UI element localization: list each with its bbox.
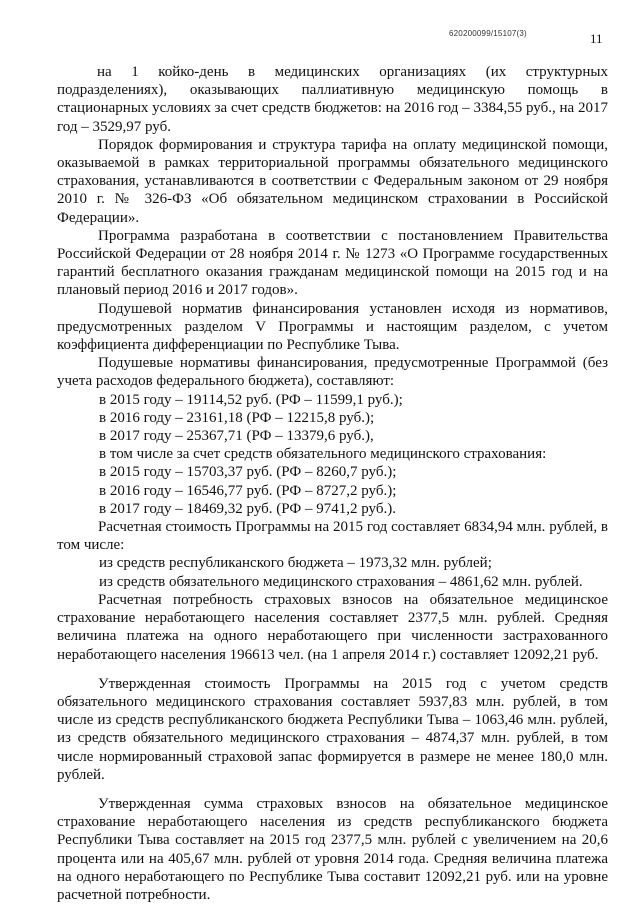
- list-item-2017-total: в 2017 году – 25367,71 (РФ – 13379,6 руб.),: [99, 428, 374, 445]
- paragraph-tariff-order: Порядок формирования и структура тарифа на оплату медицинской помощи, оказываемой в рамках территориальной программы обязательного медицинского страхования, устанавливаются в соответствии с Федеральным законом от 29 ноября 2010 г. № 326-ФЗ «Об обязательном медицинском страховании в Российской Федерации».: [57, 136, 608, 226]
- document-body: [57, 63, 608, 904]
- list-item-2015-oms: в 2015 году – 15703,37 руб. (РФ – 8260,7 руб.);: [99, 464, 397, 481]
- paragraph-estimated-cost: Расчетная стоимость Программы на 2015 год составляет 6834,94 млн. рублей, в том числе:: [57, 519, 608, 554]
- list-item-oms-intro: в том числе за счет средств обязательного медицинского страхования:: [99, 446, 547, 463]
- list-item-2017-oms: в 2017 году – 18469,32 руб. (РФ – 9741,2 руб.).: [99, 500, 396, 517]
- paragraph-per-capita-norm: Подушевой норматив финансирования установлен исходя из нормативов, предусмотренных разделом V Программы и настоящим разделом, с учетом коэффициента дифференциации по Республике Тыва.: [57, 300, 608, 354]
- list-item-2016-total: в 2016 году – 23161,18 (РФ – 12215,8 руб.);: [99, 409, 375, 426]
- list-item-2015-total: в 2015 году – 19114,52 руб. (РФ – 11599,1 руб.);: [99, 391, 403, 408]
- list-item-oms-funds: из средств обязательного медицинского страхования – 4861,62 млн. рублей.: [99, 573, 583, 590]
- paragraph-program-basis: Программа разработана в соответствии с постановлением Правительства Российской Федерации от 28 ноября 2014 г. № 1273 «О Программе государственных гарантий бесплатного оказания гражданам медицинской помощи на 2015 год и на плановый период 2016 и 2017 годов».: [57, 227, 608, 299]
- page-number: 11: [590, 31, 603, 46]
- document-id: 620200099/15107(3): [449, 29, 527, 38]
- list-item-2016-oms: в 2016 году – 16546,77 руб. (РФ – 8727,2 руб.);: [99, 482, 397, 499]
- paragraph-insurance-need: Расчетная потребность страховых взносов на обязательное медицинское страхование неработающего населения составляет 2377,5 млн. рублей. Средняя величина платежа на одного неработающего при численности застрахованного неработающего населения 196613 чел. (на 1 апреля 2014 г.) составляет 12092,21 руб.: [57, 591, 608, 663]
- list-item-republican-budget: из средств республиканского бюджета – 1973,32 млн. рублей;: [99, 555, 492, 572]
- paragraph-approved-contributions: Утвержденная сумма страховых взносов на обязательное медицинское страхование неработающего населения из средств республиканского бюджета Республики Тыва составляет на 2015 год 2377,5 млн. рублей с увеличением на 20,6 процента или на 405,67 млн. рублей от уровня 2014 года. Средняя величина платежа на одного неработающего по Республике Тыва составит 12092,21 руб. или на уровне расчетной потребности.: [57, 795, 608, 903]
- paragraph-palliative-cost: на 1 койко-день в медицинских организациях (их структурных подразделениях), оказывающих паллиативную медицинскую помощь в стационарных условиях за счет средств бюджетов: на 2016 год – 3384,55 руб., на 2017 год – 3529,97 руб.: [57, 64, 608, 135]
- paragraph-per-capita-intro: Подушевые нормативы финансирования, предусмотренные Программой (без учета расходов федерального бюджета), составляют:: [57, 355, 608, 390]
- paragraph-approved-cost: Утвержденная стоимость Программы на 2015 год с учетом средств обязательного медицинского страхования составляет 5937,83 млн. рублей, в том числе из средств республиканского бюджета Республики Тыва – 1063,46 млн. рублей, из средств обязательного медицинского страхования – 4874,37 млн. рублей, в том числе нормированный страховой запас формируется в размере не менее 180,0 млн. рублей.: [57, 675, 608, 783]
